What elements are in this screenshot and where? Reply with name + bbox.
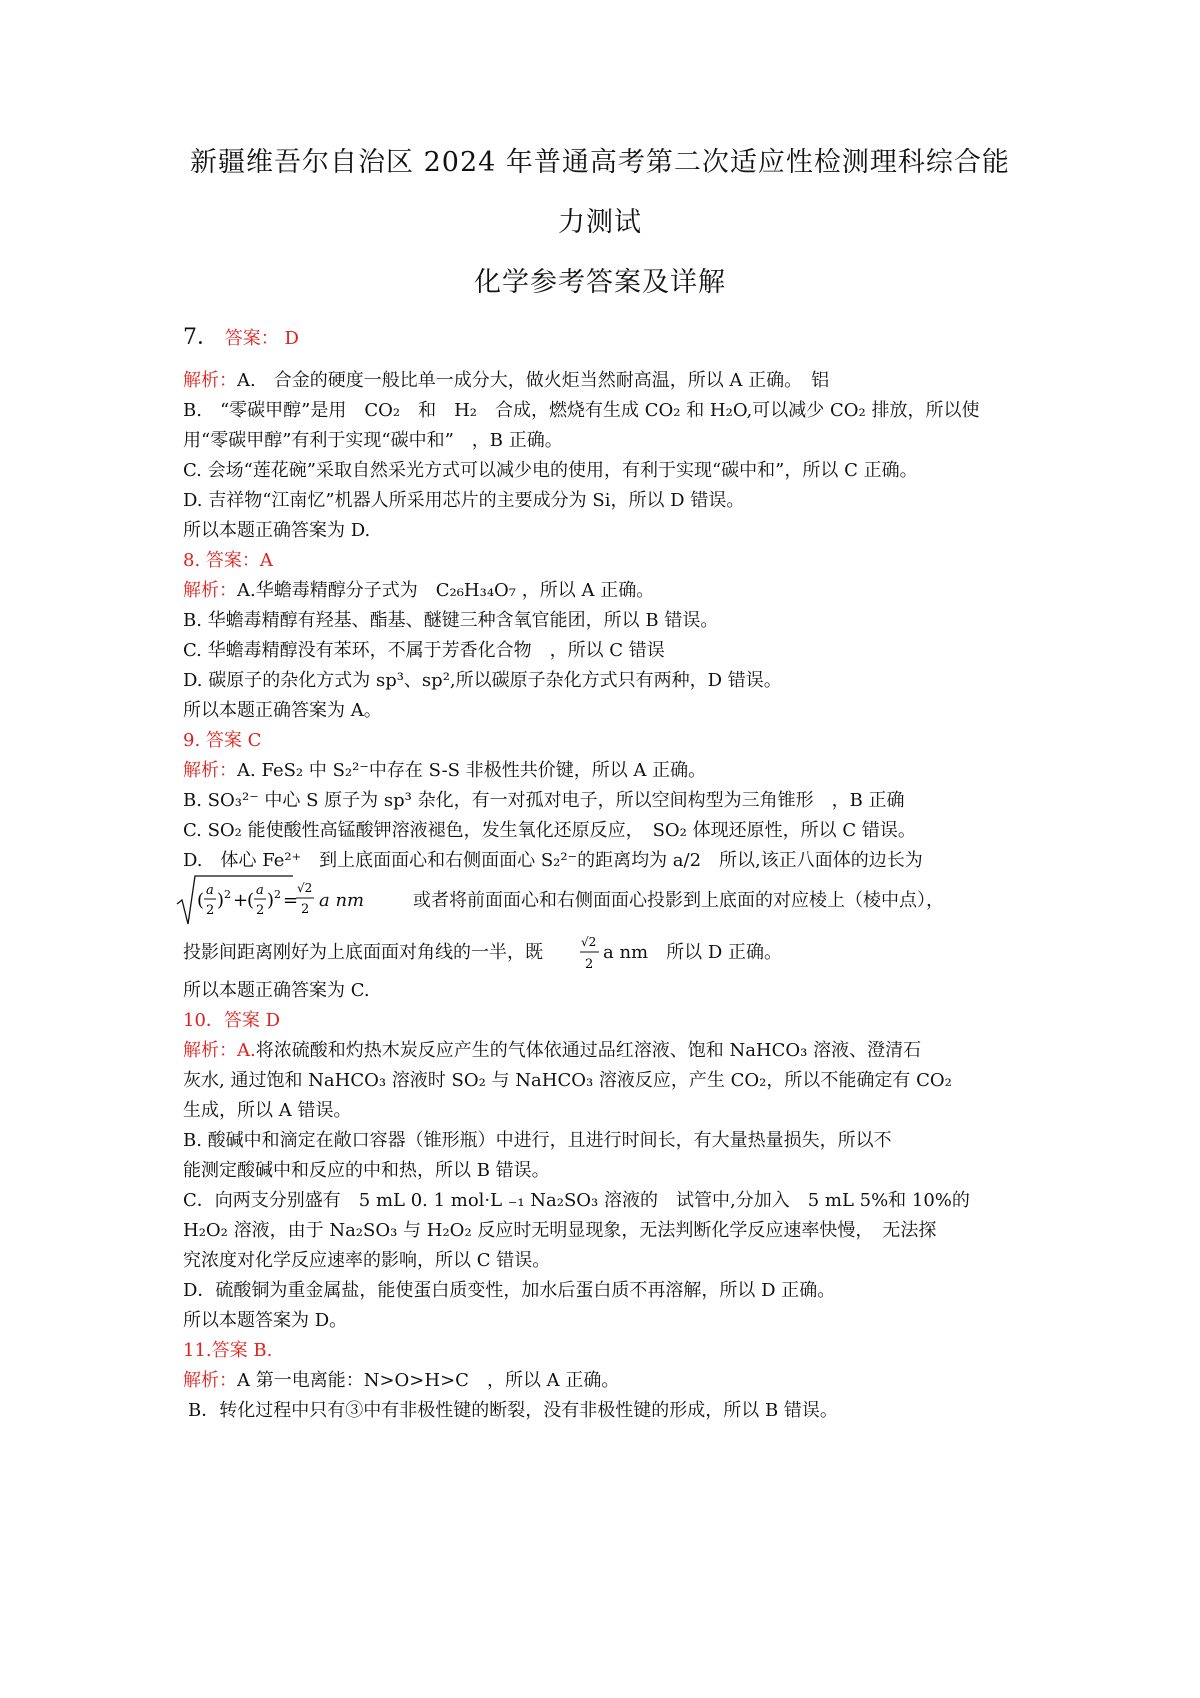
- q7-answer: 答案： D: [224, 328, 299, 349]
- q9-formula-line: [183, 870, 1033, 930]
- q9-d-line3: [183, 932, 1033, 974]
- q7-number: 7．: [183, 325, 219, 350]
- q7-header: [183, 323, 1033, 354]
- svg-text:√2: √2: [581, 935, 597, 949]
- q9-d-line3-pre: 投影间距离刚好为上底面面对角线的一半，既: [183, 942, 543, 963]
- q10-a-line1: [183, 1036, 1033, 1066]
- q10-c-line1: C．向两支分别盛有 5 mL 0. 1 mol·L ₋₁ Na₂SO₃ 溶液的 试管中,分加入 5 mL 5%和 10%的: [183, 1190, 970, 1211]
- svg-text:a: a: [256, 883, 264, 898]
- svg-text:2: 2: [224, 888, 231, 901]
- q10-c-line3: 究浓度对化学反应速率的影响，所以 C 错误。: [183, 1250, 551, 1271]
- svg-text:(: (: [247, 890, 255, 911]
- doc-subtitle: 化学参考答案及详解: [474, 267, 726, 298]
- q11-a: [183, 1366, 1033, 1396]
- q9-answer: 9. 答案 C: [183, 730, 262, 751]
- q8-analysis-label: 解析：: [183, 580, 237, 601]
- q11-a-text: A 第一电离能：N>O>H>C ，所以 A 正确。: [237, 1370, 620, 1391]
- svg-text:2: 2: [585, 957, 594, 972]
- q11-analysis-label: 解析：: [183, 1370, 237, 1391]
- q8-d: D. 碳原子的杂化方式为 sp³、sp²,所以碳原子杂化方式只有两种，D 错误。: [183, 670, 782, 691]
- svg-text:2: 2: [274, 888, 281, 901]
- q8-conclusion: 所以本题正确答案为 A。: [183, 700, 382, 721]
- svg-text:2: 2: [301, 902, 310, 917]
- svg-text:2: 2: [206, 903, 215, 918]
- svg-text:): ): [267, 890, 275, 911]
- q9-d-line2: 或者将前面面心和右侧面面心投影到上底面的对应棱上（棱中点），: [413, 890, 944, 911]
- q7-d: D. 吉祥物“江南忆”机器人所采用芯片的主要成分为 Si，所以 D 错误。: [183, 490, 745, 511]
- q7-a: [183, 366, 1033, 396]
- q7-b-line2: 用“零碳甲醇”有利于实现“碳中和” ，B 正确。: [183, 430, 563, 451]
- q8-a: [183, 576, 1033, 606]
- q10-analysis-label: 解析：A.: [183, 1040, 256, 1061]
- svg-text:): ): [217, 890, 225, 911]
- q7-a-text: A. 合金的硬度一般比单一成分大，做火炬当然耐高温，所以 A 正确。 铝: [237, 370, 830, 391]
- q9-d-line1: D. 体心 Fe²⁺ 到上底面面心和右侧面面心 S₂²⁻的距离均为 a/2 所以,该正八面体的边长为: [183, 850, 923, 871]
- q10-a-line2: 灰水, 通过饱和 NaHCO₃ 溶液时 SO₂ 与 NaHCO₃ 溶液反应，产生 CO₂，所以不能确定有 CO₂: [183, 1070, 952, 1091]
- svg-text:a: a: [206, 883, 214, 898]
- q9-analysis-label: 解析：: [183, 760, 237, 781]
- q7-c: C. 会场“莲花碗”采取自然采光方式可以减少电的使用，有利于实现“碳中和”，所以 C 正确。: [183, 460, 918, 481]
- q11-b: B．转化过程中只有③中有非极性键的断裂，没有非极性键的形成，所以 B 错误。: [188, 1400, 838, 1421]
- q9-formula-tail: a nm: [319, 890, 365, 911]
- q8-a-text: A.华蟾毒精醇分子式为 C₂₆H₃₄O₇ ，所以 A 正确。: [237, 580, 655, 601]
- q10-d: D．硫酸铜为重金属盐，能使蛋白质变性，加水后蛋白质不再溶解，所以 D 正确。: [183, 1280, 836, 1301]
- q10-a-text: 将浓硫酸和灼热木炭反应产生的气体依通过品红溶液、饱和 NaHCO₃ 溶液、澄清石: [255, 1040, 922, 1061]
- q8-c: C. 华蟾毒精醇没有苯环，不属于芳香化合物 ，所以 C 错误: [183, 640, 665, 661]
- q9-conclusion: 所以本题正确答案为 C.: [183, 980, 370, 1001]
- q8-answer: 8. 答案：A: [183, 550, 273, 571]
- q9-d-line3-post: a nm 所以 D 正确。: [603, 942, 782, 963]
- doc-title-line2: 力测试: [558, 207, 642, 238]
- svg-text:=: =: [283, 890, 299, 911]
- q11-answer: 11.答案 B.: [183, 1340, 273, 1361]
- q10-conclusion: 所以本题答案为 D。: [183, 1310, 348, 1331]
- q9-b: B. SO₃²⁻ 中心 S 原子为 sp³ 杂化，有一对孤对电子，所以空间构型为三角锥形 ，B 正确: [183, 790, 905, 811]
- q9-a: [183, 756, 1033, 786]
- q7-analysis-label: 解析：: [183, 370, 237, 391]
- q10-b-line2: 能测定酸碱中和反应的中和热，所以 B 错误。: [183, 1160, 550, 1181]
- svg-text:√2: √2: [297, 881, 313, 895]
- q10-a-line3: 生成，所以 A 错误。: [183, 1100, 352, 1121]
- svg-text:(: (: [197, 890, 205, 911]
- svg-text:2: 2: [256, 903, 265, 918]
- q10-b-line1: B. 酸碱中和滴定在敞口容器（锥形瓶）中进行，且进行时间长，有大量热量损失，所以不: [183, 1130, 892, 1151]
- doc-title-line1: 新疆维吾尔自治区 2024 年普通高考第二次适应性检测理科综合能: [190, 147, 1010, 178]
- q7-b-line1: B. “零碳甲醇”是用 CO₂ 和 H₂ 合成，燃烧有生成 CO₂ 和 H₂O,可以减少 CO₂ 排放，所以使: [183, 400, 980, 421]
- sqrt2-over-2-fraction: [579, 932, 601, 974]
- q9-c: C. SO₂ 能使酸性高锰酸钾溶液褪色，发生氧化还原反应， SO₂ 体现还原性，所以 C 错误。: [183, 820, 916, 841]
- q10-c-line2: H₂O₂ 溶液，由于 Na₂SO₃ 与 H₂O₂ 反应时无明显现象，无法判断化学反应速率快慢， 无法探: [183, 1220, 937, 1241]
- svg-text:+: +: [233, 890, 249, 911]
- q7-conclusion: 所以本题正确答案为 D.: [183, 520, 371, 541]
- q10-answer: 10．答案 D: [183, 1010, 281, 1031]
- q8-b: B. 华蟾毒精醇有羟基、酯基、醚键三种含氧官能团，所以 B 错误。: [183, 610, 719, 631]
- q9-a-text: A. FeS₂ 中 S₂²⁻中存在 S-S 非极性共价键，所以 A 正确。: [237, 760, 707, 781]
